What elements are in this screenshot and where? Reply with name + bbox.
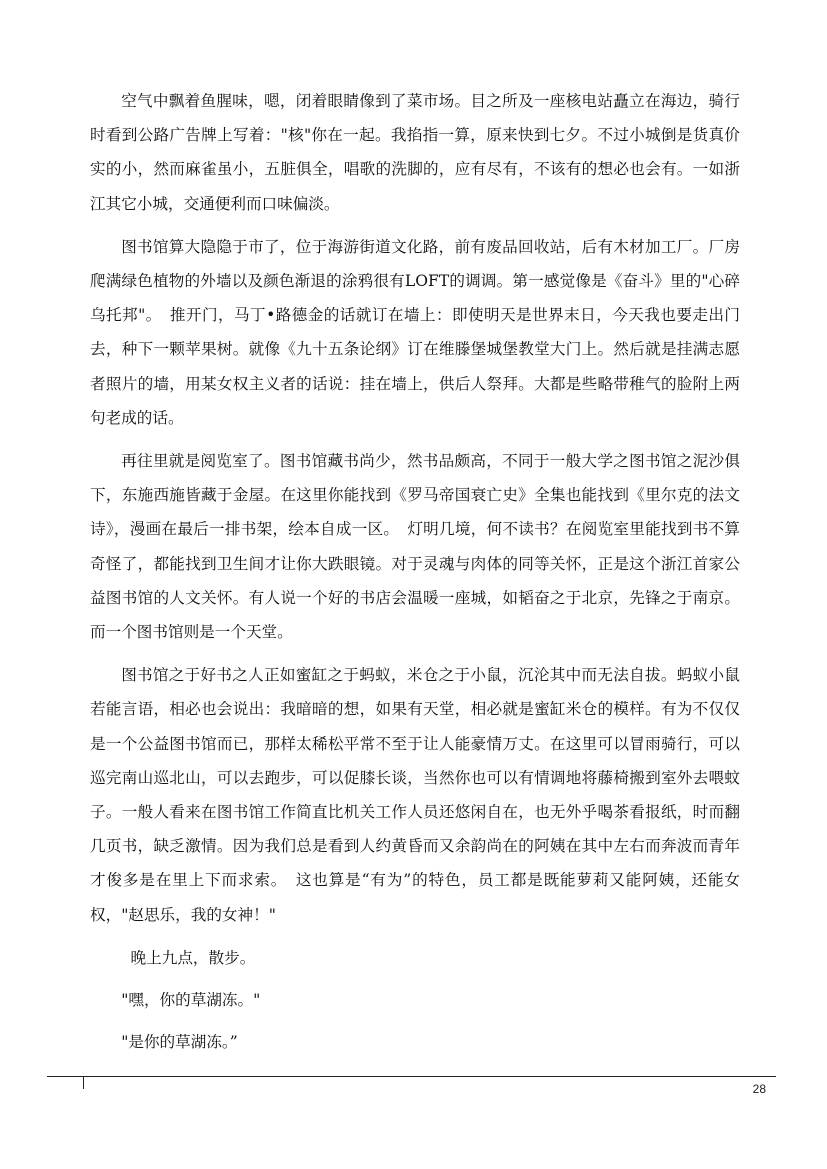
dialogue-line-1: "嘿，你的草湖冻。" xyxy=(121,991,261,1010)
paragraph-evening-walk: 晚上九点，散步。 xyxy=(130,948,256,967)
paragraph-intro: 空气中飘着鱼腥味，嗯，闭着眼睛像到了菜市场。目之所及一座核电站矗立在海边，骑行时看到公路广告牌上写着："核"你在一起。我掐指一算，原来快到七夕。不过小城倒是货真价实的小，然而麻雀虽小，五脏俱全，唱歌的洗脚的，应有尽有，不该有的想必也会有。一如浙江其它小城，交通便利而口味偏淡。 xyxy=(90,92,740,213)
dialogue-line-2: "是你的草湖冻。” xyxy=(121,1033,238,1052)
footer-divider xyxy=(47,1076,776,1077)
paragraph-library-location: 图书馆算大隐隐于市了，位于海游街道文化路，前有废品回收站，后有木材加工厂。厂房爬满绿色植物的外墙以及颜色渐退的涂鸦很有LOFT的调调。第一感觉像是《奋斗》里的"心碎乌托邦"。 推开门，马丁•路德金的话就订在墙上：即使明天是世界末日，今天我也要走出门去，种下一颗苹果树。就像《九十五条论纲》订在维滕堡城堡教堂大门上。然后就是挂满志愿者照片的墙，用某女权主义者的话说：挂在墙上，供后人祭拜。大都是些略带稚气的脸附上两句老成的话。 xyxy=(90,237,740,427)
paragraph-library-paradise: 图书馆之于好书之人正如蜜缸之于蚂蚁，米仓之于小鼠，沉沦其中而无法自拔。蚂蚁小鼠若能言语，相必也会说出：我暗暗的想，如果有天堂，相必就是蜜缸米仓的模样。有为不仅仅是一个公益图书馆而已，那样太稀松平常不至于让人能豪情万丈。在这里可以冒雨骑行，可以巡完南山巡北山，可以去跑步，可以促膝长谈，当然你也可以有情调地将藤椅搬到室外去喂蚊子。一般人看来在图书馆工作简直比机关工作人员还悠闲自在，也无外乎喝茶看报纸，时而翻几页书，缺乏激情。因为我们总是看到人约黄昏而又余韵尚在的阿姨在其中左右而奔波而青年才俊多是在里上下而求索。 这也算是“有为”的特色，员工都是既能萝莉又能阿姨，还能女权，"赵思乐，我的女神！" xyxy=(90,666,740,924)
footer-tick-mark xyxy=(83,1076,84,1089)
paragraph-reading-room: 再往里就是阅览室了。图书馆藏书尚少，然书品颇高，不同于一般大学之图书馆之泥沙俱下，东施西施皆藏于金屋。在这里你能找到《罗马帝国衰亡史》全集也能找到《里尔克的法文诗》，漫画在最后一排书架，绘本自成一区。 灯明几境，何不读书？在阅览室里能找到书不算奇怪了，都能找到卫生间才让你大跌眼镜。对于灵魂与肉体的同等关怀，正是这个浙江首家公益图书馆的人文关怀。有人说一个好的书店会温暖一座城，如韬奋之于北京，先锋之于南京。而一个图书馆则是一个天堂。 xyxy=(90,452,740,642)
page-number: 28 xyxy=(752,1082,766,1096)
document-body xyxy=(90,84,740,1067)
